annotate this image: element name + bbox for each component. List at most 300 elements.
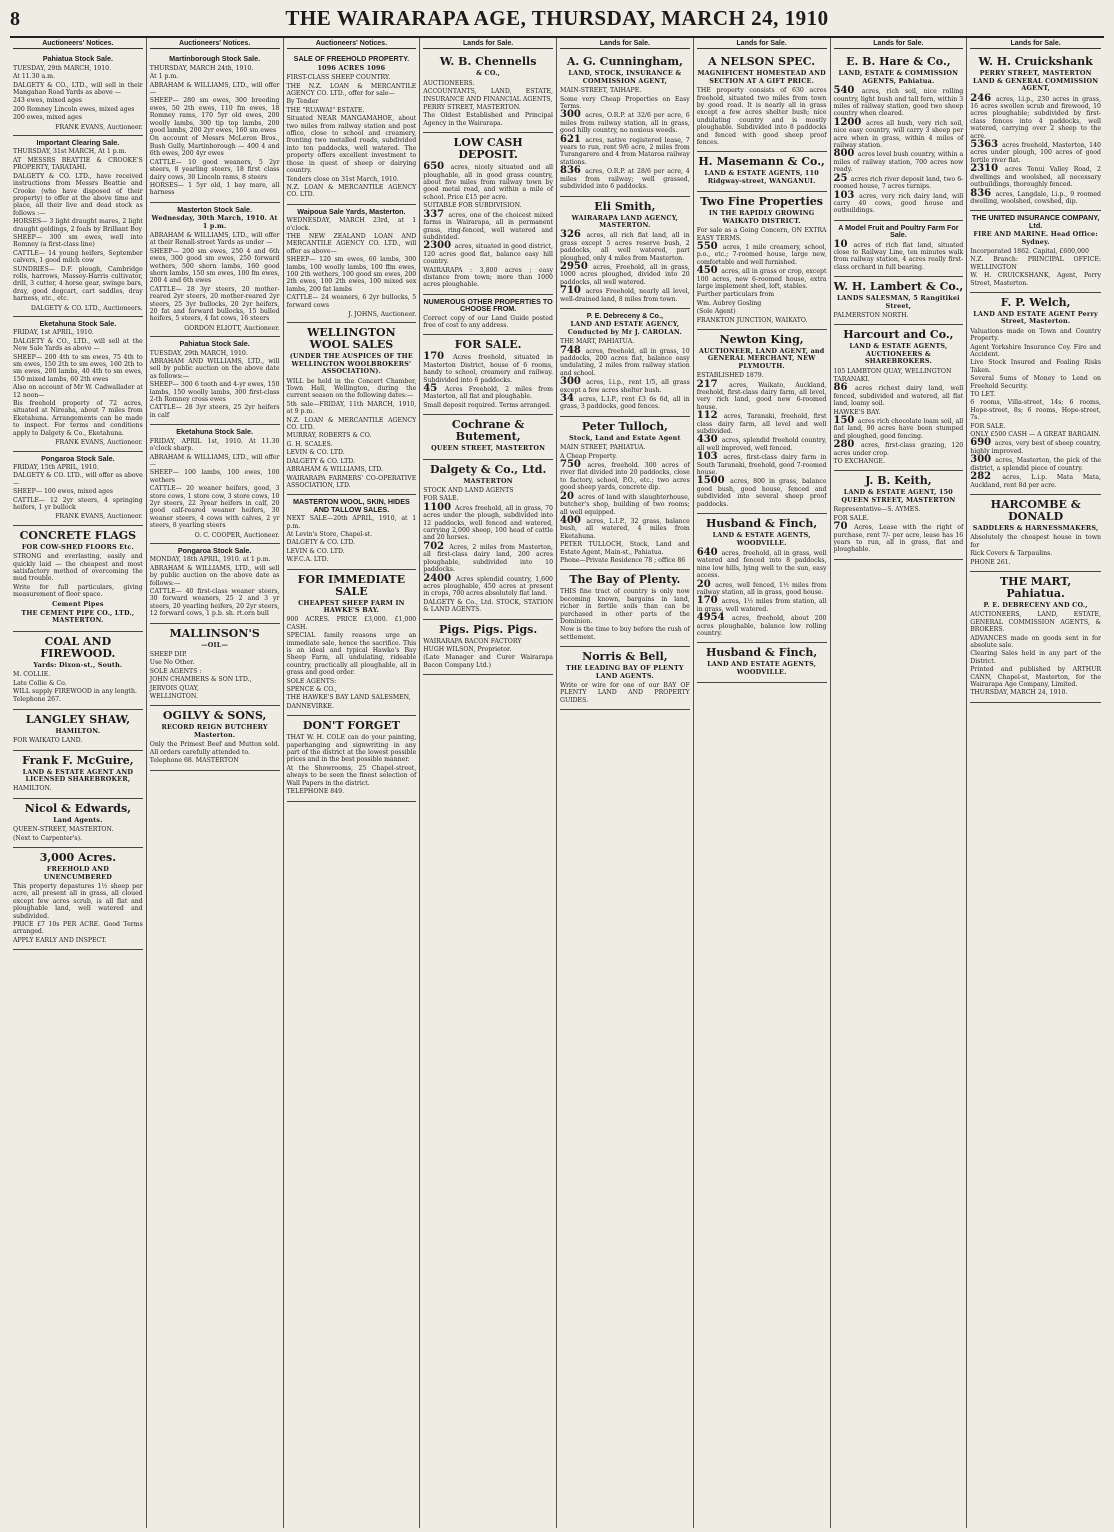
ad-text: PETER TULLOCH, Stock, Land and Estate Agent, Main-st., Pahiatua. [560,541,690,556]
acreage-figure: 300 [560,376,587,388]
acreage-figure: 217 [696,378,730,390]
ad-text: 550 acres, 1 mile creamery, school, p.o., etc.; 7-roomed house, large new, comfortable and well furnished. [696,240,827,266]
advertisement [560,417,690,571]
advertisement [560,647,690,710]
ad-text: Only the Primest Beef and Mutton sold. All orders carefully attended to. [149,741,280,756]
ad-subtitle: (UNDER THE AUSPICES OF THE WELLINGTON WOOLBROKERS' ASSOCIATION). [289,352,413,376]
ad-text: M. COLLIE. [13,671,51,679]
column-3 [284,38,421,1528]
ad-subtitle: LAND & ESTATE AGENT, 150 QUEEN STREET, MASTERTON [841,488,956,504]
ad-title: Eketahuna Stock Sale. [39,319,117,328]
acreage-figure: 300 [970,454,996,466]
ad-title: HARCOMBE & DONALD [990,497,1081,523]
ad-text: 10 acres of rich flat land, situated close to Railway Line, ten minutes walk from railway station, 4 acres really first-class orchard in full bearing. [833,238,964,271]
ad-text: 836 acres, Langdale, l.i.p., 9 roomed dwelling, woolshed, cowshed, dip. [970,187,1102,205]
ad-title: Nicol & Edwards, [24,801,131,815]
ad-text: Write or wire for one of our BAY OF PLENTY LAND AND PROPERTY GUIDES. [560,682,690,704]
ad-signature: DALGETY & CO. LTD., Auctioneers. [30,304,143,312]
ad-text: APPLY EARLY AND INSPECT. [13,936,107,944]
acreage-figure: 800 [833,148,858,160]
ad-text: (Late Manager and Curer Wairarapa Bacon Company Ltd.) [423,654,553,669]
advertisement [560,52,690,196]
ad-title: Eketahuna Stock Sale. [176,427,253,437]
ad-title: CONCRETE FLAGS [19,528,137,542]
ad-title: A Model Fruit and Poultry Farm For Sale. [838,222,959,240]
acreage-figure: 1500 [696,475,731,487]
acreage-figure: 86 [833,382,856,394]
ad-text: 540 acres, rich soil, nice rolling country, light bush and tall fern, within 3 miles of railway station, good two sheep country when cleared. [833,85,964,118]
ad-text: AUCTIONEERS, LAND, ESTATE, GENERAL COMMISSION AGENTS, & BROKERS. [970,611,1101,634]
advertisement [834,325,964,471]
ad-text: THE MART, PAHIATUA. [560,338,635,346]
ad-text: Phone—Private Residence 78 ; office 86 [560,556,686,564]
ad-text: 2950 acres, Freehold, all in grass, 1000 acres ploughed, divided into 20 paddocks, all well watered. [560,260,690,286]
ad-text: SHEEP— 200 4th to sm ewes, 75 4th to sm ewes, 150 2th to sm ewes, 160 2th to sm ewes, 200 lambs, 40 4th to sm ewes, 150 mixed lambs, 60 2th ewes [13,353,143,383]
ad-subtitle: LAND, STOCK, INSURANCE & COMMISSION AGENT, [568,69,682,85]
ad-text: Representative—S. AYMES. [833,506,921,514]
ad-text: CATTLE— 24 weaners, 6 2yr bullocks, 5 forward cows [286,294,417,309]
ad-subtitle: QUEEN STREET, MASTERTON [431,444,546,453]
ad-text: ABRAHAM & WILLIAMS, LTD., will offer — [149,81,280,97]
ad-text: 5th sale—FRIDAY, 11th MARCH, 1910, at 9 p.m. [286,400,417,416]
ad-text: At 11.30 a.m. [13,73,55,81]
ad-subtitle: PERRY STREET, MASTERTON LAND & GENERAL COMMISSION AGENT, [972,69,1099,93]
acreage-figure: 836 [970,187,996,199]
ad-title: Dalgety & Co., Ltd. [429,462,547,476]
ad-text: DALGETY & CO., LTD., will sell in their Mangahao Road Yards as above — [13,81,143,97]
advertisement [13,848,143,950]
acreage-figure: 400 [560,514,587,526]
ad-subtitle: RECORD REIGN BUTCHERY Masterton. [161,723,268,739]
ad-text: HORSES— 3 light draught mares, 2 light draught geldings, 2 foals by Brilliant Boy [13,218,143,233]
ad-title: W. H. Cruickshank [978,55,1093,69]
ad-extra: THE CEMENT PIPE CO., LTD., MASTERTON. [21,609,135,625]
ad-text: 2400 Acres splendid country, 1,600 acres ploughable, 450 acres at present in crops, 700 acres absolutely flat land. [423,572,553,598]
ad-title: WELLINGTON WOOL SALES [307,326,396,352]
ad-text: WEDNESDAY, MARCH 23rd, at 1 o'clock. [286,217,417,232]
ad-text: 103 acres, first-class dairy farm in South Taranaki, freehold, good 7-roomed house. [696,451,827,477]
ad-text: Live Stock Insured and Foaling Risks Taken. [970,359,1101,374]
ad-text: MONDAY, 18th APRIL, 1910. at 1 p.m. [149,556,271,564]
advertisement [13,317,143,452]
ad-text: Several Sums of Money to Lend on Freehold Security. [970,375,1101,390]
ad-title: A. G. Cunningham, [566,55,683,69]
ad-text: W.F.C.A. LTD. [286,556,329,564]
ad-subtitle: FREEHOLD AND UNENCUMBERED [43,865,112,881]
advertisement [423,295,553,336]
ad-title: F. P. Welch, [1000,295,1071,309]
ad-text: Small deposit required. Terms arranged. [423,401,552,409]
ad-signature: GORDON ELIOTT, Auctioneer. [184,324,280,332]
ad-text: TO LET. [970,391,996,399]
ad-text: MAIN STREET, PAHIATUA. [560,444,646,452]
ad-text: 20 acres, well fenced, 1½ miles from railway station, all in grass, good house. [696,578,827,596]
ad-text: 246 acres, l.i.p., 230 acres in grass, 16 acres swollen scrub and firewood, 10 acres ploughable; subdivided by first-class fences into 4 paddocks, well watered, carrying over 2 sheep to the acre. [970,92,1102,140]
ad-text: Clearing Sales held in any part of the District. [970,650,1101,665]
advertisement [834,221,964,277]
ad-text: 800 acres level bush country, within a miles of railway station, 700 acres now ready. [833,148,964,174]
ad-text: Agent Yorkshire Insurance Coy. Fire and Accident. [970,343,1101,358]
ad-text: THE N.Z. LOAN & MERCANTILE AGENCY CO. LTD., offer for sale— [286,82,417,98]
ad-subtitle: THE LEADING BAY OF PLENTY LAND AGENTS. [565,664,684,680]
ad-text: 621 acres, native registered lease, 7 years to run, rent 9/6 acre, 2 miles from Turangarere and 4 from Mataroa railway stations. [560,133,690,166]
ad-subtitle: LAND & ESTATE AGENTS, AUCTIONEERS & SHAREBROKERS. [849,342,948,366]
ad-text: 105 LAMBTON QUAY, WELLINGTON [833,367,952,375]
ad-text: 6 rooms, Villa-street, 14s; 6 rooms, Hope-street, 8s; 6 rooms, Hope-street, 7s. [970,399,1101,422]
advertisement [150,544,280,624]
advertisement [697,52,827,152]
ad-text: SUNDRIES— D.F. plough, Cambridge rolls, harrows, Massey-Harris cultivator, drill, 3 cutter, 4 horse gear, swinge bars, dray, good dogcart, cart saddles, dray harness, etc., etc. [13,265,143,303]
acreage-figure: 103 [833,189,860,201]
advertisement [423,335,553,415]
ad-text: N.Z. Branch: PRINCIPAL OFFICE: WELLINGTON [970,256,1101,271]
ad-text: SOLE AGENTS : [149,667,202,675]
ad-text: 450 acres, all in grass or crop, except 100 acres, new 6-roomed house, extra large implement shed, loft, stables. [696,265,827,290]
ad-text: This property depastures 1½ sheep per acre, all present all in grass, all cloued except few acres scrub, is all flat and ploughable land, well watered and subdivided. [13,882,143,920]
advertisement [423,133,553,295]
ad-subtitle: LAND & ESTATE AGENT AND LICENSED SHAREBROKER, [22,767,134,784]
ad-title: A NELSON SPEC. [708,55,816,69]
ad-text: 25 acres rich river deposit land, two 6-roomed house, 7 acres turnips. [833,172,964,191]
column-heading: Lands for Sale. [834,40,964,49]
ad-text: 112 acres, Taranaki, freehold, first class dairy farm, all level and well subdivided. [696,410,827,436]
ad-text: 300 acres, l.i.p., rent 1/5, all grass except a few acres shelter bush. [560,376,690,394]
advertisement [697,330,827,514]
ad-title: P. E. Debreceny & Co., [586,310,663,320]
ad-signature: FRANK EVANS, Auctioneer. [55,513,143,521]
acreage-figure: 430 [696,434,722,446]
ad-text: WILL be held in the Concert Chamber, Town Hall, Wellington, during the current season on the following dates:— [286,377,417,400]
ad-text: ONLY £500 CASH — A GREAT BARGAIN. [970,431,1101,439]
advertisement [834,471,964,559]
ad-text: Also on account of Mr W. Cadwallader at 12 noon— [13,384,143,399]
ad-text: SHEEP— 200 sm ewes, 250 4 and 6th ewes, 300 good sm ewes, 250 forward wethers, 500 shorn lambs, 160 good shorn lambs, 150 sm ewes, 100 fm ewes, 200 4 and 6th ewes [149,247,280,285]
advertisement [150,52,280,202]
column-heading: Lands for Sale. [423,40,553,49]
ad-text: Absolutely the cheapest house in town for [970,534,1101,549]
column-heading: Lands for Sale. [697,40,827,49]
column-heading: Auctioneers' Notices. [287,40,417,49]
ad-text: 702 Acres, 2 miles from Masterton, all first-class dairy land, 200 acres ploughable, subdivided into 10 paddocks. [423,540,553,574]
ad-text: Some very Cheap Properties on Easy Terms. [560,95,690,111]
acreage-figure: 5363 [970,139,1003,151]
ad-text: WAIRARAPA BACON FACTORY [423,637,522,645]
ad-title: SALE OF FREEHOLD PROPERTY. [293,54,410,64]
advertisement [13,710,143,751]
advertisement [560,309,690,417]
ad-text: PHONE 261. [970,558,1011,566]
ad-text: ADVANCES made on goods sent in for absolute sale. [970,634,1101,649]
advertisement [970,293,1101,495]
ad-text: Now is the time to buy before the rush of settlement. [560,626,690,641]
ad-text: 710 acres Freehold, nearly all level, well-drained land, 8 miles from town. [560,285,690,303]
advertisement [13,751,143,799]
advertisement [13,799,143,848]
ad-title: E. B. Hare & Co., [846,55,951,69]
column-8 [967,38,1104,1528]
ad-text: 34 acres, L.I.P., rent £3 6s 6d, all in grass, 3 paddocks, good fences. [560,393,690,411]
ad-text: THAT W. H. COLE can do your painting, paperhanging and signwriting in any part of the district at the lowest possible prices and in the best possible manner. [286,734,417,764]
ad-text: At Levin's Store, Chapel-st. [286,530,373,538]
ad-title: H. Masemann & Co., [698,155,825,169]
advertisement [697,643,827,683]
column-4 [420,38,557,1528]
advertisement [287,570,417,717]
ad-text: SPENCE & CO., [286,686,337,694]
advertisement [697,152,827,192]
ad-text: DALGETY & CO. LTD. [286,457,355,465]
ad-text: THE HAWKE'S BAY LAND SALESMEN, [286,694,411,702]
ad-subtitle: IN THE RAPIDLY GROWING WAIKATO DISTRICT. [708,209,815,225]
ad-text: 400 acres, L.I.P., 32 grass, balance bush, all watered, 4 miles from Eketahuna. [560,514,690,540]
ad-text: SHEEP— 100 ewes, mixed ages [13,488,113,496]
ad-text: SHEEP— 120 sm ewes, 60 lambs, 300 lambs, 100 woolly lambs, 100 ffm ewes, 100 2th wethers, 100 good sm ewes, 200 2th ewes, 100 2th ewes, 100 mixed sex lambs, 200 fat lambs [286,256,417,293]
ad-text: FRIDAY, 15th APRIL, 1910. [13,463,99,471]
ad-text: NEXT SALE—20th APRIL, 1910, at 1 p.m. [286,515,417,530]
ad-text: FRIDAY, APRIL 1st, 1910. At 11.30 o'clock sharp. [149,437,280,453]
ad-title: Eli Smith, [594,199,656,213]
ad-subtitle: HAMILTON. [55,726,101,735]
ad-text: ABRAHAM & WILLIAMS, LTD. [286,466,383,474]
ad-subtitle: LAND, ESTATE & COMMISSION AGENTS, Pahiatua. [838,69,959,85]
ad-text: MURRAY, ROBERTS & CO. [286,432,372,440]
acreage-figure: 34 [560,393,579,405]
ad-text: ABRAHAM & WILLIAMS, LTD., will sell by public auction on the above date as follows:— [149,564,280,587]
advertisement [423,620,553,676]
acreage-figure: 1100 [423,501,455,513]
acreage-figure: 300 [560,109,586,121]
advertisement [150,706,280,770]
ad-text: AT MESSRS BEATTIE & CROOKE'S PROPERTY, TARATAHI. [13,156,143,172]
ad-signature: FRANK EVANS, Auctioneer. [55,123,143,131]
advertisement [560,570,690,647]
ad-title: MALLINSON'S [169,626,260,640]
ad-title: Martinborough Stock Sale. [169,54,261,64]
ad-text: 70 Acres, Lease with the right of purchase, rent 7/- per acre, lease has 16 years to run, all in grass, flat and ploughable. [833,521,964,554]
acreage-figure: 702 [423,540,450,552]
advertisement [13,52,143,136]
advertisement [150,203,280,338]
ad-subtitle: LANDS SALESMAN, 5 Rangitikei Street, [836,294,960,310]
ad-text: STOCK AND LAND AGENTS [423,487,514,495]
ad-title: OGILVY & SONS, [162,709,267,723]
ad-text: QUEEN-STREET, MASTERTON. [13,826,114,834]
ad-title: FOR IMMEDIATE SALE [297,572,406,598]
ad-text: HAWKE'S BAY. [833,408,881,416]
ad-text: SOLE AGENTS: [286,677,337,685]
ad-text: PERRY STREET, MASTERTON. [423,104,521,112]
ad-text: FOR WAIKATO LAND. [13,737,83,745]
ad-subtitle: LAND AND ESTATE AGENCY, Conducted by Mr J. CAROLAN. [567,320,682,336]
advertisement [970,495,1101,572]
ad-text: Write for full particulars, giving measurement of floor space. [13,583,143,599]
ad-subtitle: Land Agents. [53,815,103,824]
advertisement [834,52,964,220]
ad-title: Pongaroa Stock Sale. [177,545,252,555]
acreage-figure: 280 [833,439,862,451]
ad-text: CATTLE— 28 3yr steers, 25 2yr heifers in calf [149,404,280,419]
ad-text: SHEEP DIP. [149,651,187,659]
ad-text: 1500 acres, 800 in grass, balance good bush, good house, fenced and subdivided into several sheep proof paddocks. [696,475,827,508]
ad-text: Telephone 267. [13,696,62,704]
ad-subtitle: MAGNIFICENT HOMESTEAD AND SECTION AT A GIFT PRICE. [697,69,826,85]
ad-text: CATTLE— 14 young heifers, September calvers, 1 good milch cow [13,249,143,265]
columns-container [10,38,1104,1528]
ad-text: (Next to Carpenter's). [13,834,82,842]
acreage-figure: 170 [423,351,454,363]
advertisement [423,52,553,133]
ad-text: Wm. Aubrey Gosling [696,299,762,307]
advertisement [970,572,1101,703]
ad-text: 5363 acres freehold, Masterton, 140 acres under plough, 100 acres of good fertile river flat. [970,139,1101,164]
ad-title: Newton King, [719,332,804,346]
column-heading: Auctioneers' Notices. [150,40,280,49]
acreage-figure: 326 [560,229,587,241]
ad-text: WAIRARAPA : 3,800 acres ; easy distance from town; more than 1000 acres ploughable. [423,266,553,289]
ad-subtitle: Stock, Land and Estate Agent [569,433,681,442]
ad-text: FRANKTON JUNCTION, WAIKATO. [696,316,808,324]
ad-text: Correct copy of our Land Guide posted free of cost to any address. [423,314,553,329]
ad-title: Frank F. McGuire, [22,753,134,767]
ad-text: On account of Messrs McLeron Bros., Bush Gully, Martinborough — 400 4 and 6th ewes, 200 4yr ewes [149,135,280,158]
advertisement [13,632,143,710]
ad-text: 2300 acres, situated in good district, 120 acres good flat, balance easy hill country. [423,240,553,266]
ad-text: MAIN-STREET, TAIHAPE. [560,87,642,95]
advertisement [150,624,280,707]
ad-title: W. H. Lambert & Co., [833,280,964,294]
ad-text: HUGH WILSON, Proprietor. [423,645,512,653]
acreage-figure: 748 [560,344,586,356]
acreage-figure: 2310 [970,163,1005,175]
ad-text: ABRAHAM & WILLIAMS, LTD., will offer at their Renall-street Yards as under — [149,231,280,247]
ad-subtitle: LAND AND ESTATE AGENTS, WOODVILLE. [707,660,817,676]
advertisement [697,192,827,330]
newspaper-title: THE WAIRARAPA AGE, THURSDAY, MARCH 24, 1910 [285,6,829,30]
ad-text: JOHN CHAMBERS & SON LTD., [149,676,252,684]
ad-text: Use No Other. [149,659,195,667]
ad-text: FOR SALE. [970,422,1006,430]
ad-text: N.Z. LOAN & MERCANTILE AGENCY CO. LTD. [286,183,417,199]
ad-subtitle: MASTERTON [463,476,513,485]
advertisement [287,716,417,801]
advertisement [150,425,280,544]
ad-title: LOW CASH DEPOSIT. [453,136,523,162]
ad-subtitle: Wednesday, 30th March, 1910. At 1 p.m. [151,214,278,230]
ad-text: A Cheap Property. [560,452,617,460]
ad-text: 1100 Acres freehold, all in grass, 70 acres under the plough, subdivided into 12 paddocks, well fenced and watered, carrying 2,000 sheep, 100 head of cattle and 20 horses. [423,501,553,542]
ad-text: Incorporated 1862. Capital, £600,000 [970,247,1089,255]
acreage-figure: 1200 [833,116,867,128]
ad-subtitle: FOR COW-SHED FLOORS Etc. [21,542,134,551]
column-6 [694,38,831,1528]
ad-text: TUESDAY, 29th MARCH, 1910. [149,349,248,357]
ad-text: LEVIN & CO. LTD. [286,449,345,457]
acreage-figure: 170 [696,595,722,607]
ad-text: THURSDAY, MARCH 24th, 1910. [149,64,254,72]
acreage-figure: 282 [970,471,1003,483]
ad-text: FIRST-CLASS SHEEP COUNTRY. [286,74,391,82]
column-5 [557,38,694,1528]
acreage-figure: 750 [560,459,588,471]
ad-text: For sale as a Going Concern, ON EXTRA EASY TERMS. [696,227,827,242]
acreage-figure: 10 [833,238,854,250]
acreage-figure: 836 [560,165,586,177]
acreage-figure: 112 [696,410,724,422]
ad-text: 1200 acres all bush, very rich soil, nice easy country, will carry 3 sheep per acre when in grass, within 4 miles of railway station. [833,116,964,150]
column-heading: Lands for Sale. [970,40,1101,49]
ad-subtitle: CHEAPEST SHEEP FARM IN HAWKE'S BAY. [298,598,405,614]
acreage-figure: 70 [833,521,855,533]
ad-text: 150 acres rich chocolate loam soil, all flat land, 90 acres have been stumped and ploughed, good fencing. [833,415,964,440]
ad-text: DALGETY & CO., LTD., will sell at the New Sale Yards as above — [13,337,143,353]
advertisement [13,136,143,317]
ad-text: LEVIN & CO. LTD. [286,547,345,555]
ad-subtitle: LAND & ESTATE AGENTS, WOODVILLE. [712,531,811,547]
ad-title: MASTERTON WOOL, SKIN, HIDES AND TALLOW SALES. [292,497,410,514]
advertisement [834,277,964,325]
advertisement [287,205,417,324]
acreage-figure: 640 [696,546,722,558]
ad-text: AUCTIONEERS. [423,79,475,87]
ad-subtitle: 1096 ACRES 1096 [317,63,386,72]
ad-text: DANNEVIRKE. [286,702,334,710]
ad-text: At the Showrooms, 25 Chapel-street, always to be seen the finest selection of Wall Papers in the district. [286,764,417,787]
ad-text: (Sole Agent) [696,308,736,316]
ad-title: Pongaroa Stock Sale. [41,453,115,463]
acreage-figure: 550 [696,240,723,252]
ad-title: Cochrane & Butement, [451,418,525,444]
ad-text: TELEPHONE 849. [286,788,345,796]
ad-text: DALGETY & Co., Ltd. STOCK, STATION & LAND AGENTS. [423,598,553,614]
ad-signature: J. JOHNS, Auctioneer. [348,311,417,318]
ad-subtitle: WAIRARAPA LAND AGENCY, MASTERTON. [571,213,679,229]
ad-text: 300 acres, O.R.P. at 32/6 per acre, 6 miles from railway station, all in grass, good hilly country, no noxious weeds. [560,109,690,135]
ad-text: 326 acres, all rich flat land, all in grass except 5 acres reserve bush, 2 paddocks, all well watered, part ploughed, only 4 miles from Masterton. [560,229,690,262]
ad-title: Norris & Bell, [582,650,668,664]
ad-text: Printed and published by ARTHUR CANN, Chapel-st, Masterton, for the Wairarapa Age Company, Limited. [970,666,1101,688]
acreage-figure: 540 [833,85,862,97]
page-number: 8 [10,8,20,30]
ad-subtitle: P. E. DEBRECENY AND CO., [983,600,1088,609]
ad-title: Husband & Finch, [706,517,818,531]
ad-text: 45 Acres Freehold, 2 miles from Masterton, all flat and ploughable. [423,383,553,401]
ad-text: G. H. SCALES. [286,440,333,448]
ad-text: 2310 acres Tenui Valley Road, 2 dwellings and woolshed, all necessary outbuildings, thoroughly fenced. [970,163,1101,189]
ad-subtitle: FIRE AND MARINE. Head Office: Sydney. [973,230,1098,246]
ad-title: NUMEROUS OTHER PROPERTIES TO CHOOSE FROM. [423,296,553,314]
ad-extra: Cement Pipes [52,599,104,608]
ad-signature: FRANK EVANS, Auctioneer. [55,439,143,447]
ad-text: WAIRARAPA FARMERS' CO-OPERATIVE ASSOCIATION, LTD. [286,474,417,489]
ad-text: TUESDAY, 29th MARCH, 1910. [13,64,112,72]
column-1 [10,38,147,1528]
ad-text: 243 ewes, mixed ages [13,97,82,105]
ad-text: 103 acres, very rich dairy land, will carry 40 cows, good house and outbuildings. [833,189,964,215]
ad-text: Tenders close on 31st March, 1910. [286,175,399,183]
ad-text: 282 acres, L.i.p. Mata Mata, Auckland, rent 8d per acre. [970,471,1101,489]
ad-text: WELLINGTON. [149,693,198,701]
ad-title: DON'T FORGET [302,719,400,733]
ad-title: COAL AND FIREWOOD. [40,634,116,660]
acreage-figure: 2950 [560,260,594,272]
advertisement [13,452,143,526]
ad-signature: O. C. COOPER, Auctioneer. [194,531,280,539]
ad-text: PALMERSTON NORTH. [833,311,909,319]
ad-text: Situated NEAR MANGAMAHOE, about two miles from railway station and post office, close to school and creamery, fronting two metalled roads, subdivided into ten paddocks, well watered. The property offers excellent investment to those in quest of sheep or dairying country. [286,115,417,175]
ad-text: ACCOUNTANTS, LAND, ESTATE, INSURANCE AND FINANCIAL AGENTS, [423,88,553,103]
ad-text: DALGETY & CO. LTD., will offer as above— [13,472,143,487]
ad-text: 836 acres, O.R.P. at 28/6 per acre, 4 miles from railway; well grassed, subdivided into 6 paddocks. [560,165,690,191]
